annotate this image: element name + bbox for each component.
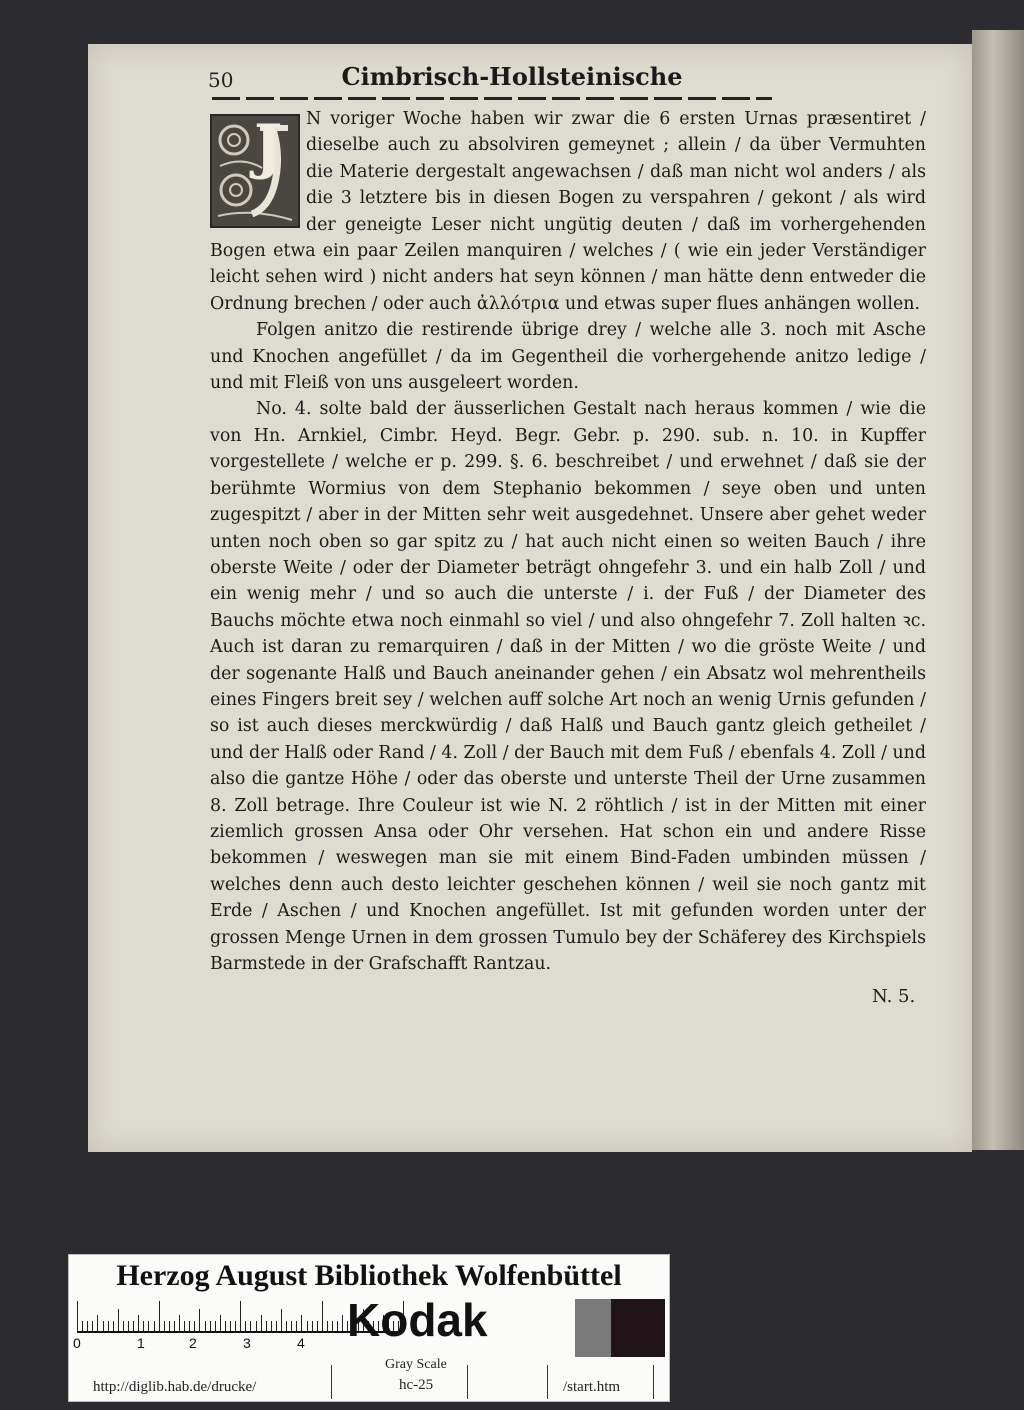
ruler-tick <box>154 1321 155 1331</box>
divider <box>331 1365 332 1399</box>
ruler-tick <box>159 1301 160 1331</box>
ruler-tick <box>266 1321 267 1331</box>
ruler-number: 0 <box>73 1335 81 1351</box>
ruler-tick <box>250 1321 251 1331</box>
ruler-tick <box>103 1321 104 1331</box>
ruler-tick <box>148 1321 149 1331</box>
library-label <box>68 1254 670 1402</box>
divider <box>547 1365 548 1399</box>
ruler-number: 2 <box>189 1335 197 1351</box>
ruler-tick <box>337 1321 338 1331</box>
paragraph-intro: N voriger Woche haben wir zwar die 6 ersten Urnas præsentiret / dieselbe auch zu absolviren gemeynet ; allein / da über Vermuhten die Materie dergestalt angewachsen / daß man nicht wol anders / als die 3 letztere bis in diesen Bogen zu verspahren / gekont / als wird der geneigte Leser nicht ungütig deuten / daß im vorhergehenden Bogen etwa ein paar Zeilen manquiren / welches / ( wie ein jeder Verständiger leicht sehen wird ) nicht anders hat seyn können / man hätte denn entweder die Ordnung brechen / oder auch ἀλλότρια und etwas super flues anhängen wollen. <box>210 109 926 314</box>
ruler-tick <box>133 1321 134 1331</box>
ruler-tick <box>205 1321 206 1331</box>
library-name: Herzog August Bibliothek Wolfenbüttel <box>116 1259 622 1292</box>
header-rule <box>212 97 772 100</box>
ruler-tick <box>189 1321 190 1331</box>
ruler-tick <box>271 1321 272 1331</box>
ruler-tick <box>123 1321 124 1331</box>
ruler-tick <box>138 1315 139 1331</box>
kodak-logo: Kodak <box>347 1294 488 1346</box>
catchword: N. 5. <box>872 986 916 1007</box>
gray-patch-dark <box>611 1299 665 1357</box>
ruler-tick <box>118 1309 119 1331</box>
ruler-tick <box>199 1309 200 1331</box>
ruler-tick <box>169 1321 170 1331</box>
paragraph-urn-no4: No. 4. solte bald der äusserlichen Gestalt nach heraus kommen / wie die von Hn. Arnkiel, Cimbr. Heyd. Begr. Gebr. p. 290. sub. n. 10. in Kupffer vorgestellete / welche er p. 299. §. 6. beschreibet / und erwehnet / daß sie der berühmte Wormius von dem Stephanio bekommen / seye oben und unten zugespitzt / aber in der Mitten sehr weit ausgedehnet. Unsere aber gehet weder unten noch oben so gar spitz zu / hat auch nicht einen so weiten Bauch / ihre oberste Weite / oder der Diameter beträgt ohngefehr 3. und ein halb Zoll / und ein wenig mehr / und so auch die unterste / i. der Fuß / der Diameter des Bauchs möchte etwa noch einmahl so viel / und also ohngefehr 7. Zoll halten ꝛc. Auch ist daran zu remarquiren / daß in der Mitten / wo die gröste Weite / und der sogenante Halß und Bauch aneinander gehen / ein Absatz wol mehrentheils eines Fingers breit sey / welchen auff solche Art noch an wenig Urnis gefunden / so ist auch dieses merckwürdig / daß Halß und Bauch gantz gleich getheilet / und der Halß oder Rand / 4. Zoll / der Bauch mit dem Fuß / ebenfals 4. Zoll / und also die gantze Höhe / oder das oberste und unterste Theil der Urne zusammen 8. Zoll betrage. Ihre Couleur ist wie N. 2 röhtlich / ist in der Mitten mit einer ziemlich grossen Ansa oder Ohr versehen. Hat schon ein und andere Risse bekommen / weswegen man sie mit einem Bind-Faden umbinden müssen / welches denn auch desto leichter geschehen können / weil sie noch gantz mit Erde / Aschen / und Knochen angefüllet. Ist mit gefunden worden unter der grossen Menge Urnen in dem grossen Tumulo bey der Schäferey des Kirchspiels Barmstede in der Grafschafft Rantzau. <box>210 399 926 974</box>
ruler-tick <box>322 1301 323 1331</box>
ruler-tick <box>97 1315 98 1331</box>
ruler-tick <box>143 1321 144 1331</box>
page-body <box>210 106 926 977</box>
ruler-tick <box>332 1321 333 1331</box>
divider <box>653 1365 654 1399</box>
gray-patch-mid <box>575 1299 611 1357</box>
gray-scale-label: Gray Scale <box>385 1357 447 1372</box>
ruler-tick <box>194 1321 195 1331</box>
ruler-tick <box>317 1321 318 1331</box>
initial-letter: J <box>254 112 283 182</box>
decorated-initial <box>210 106 306 224</box>
ruler-tick <box>245 1321 246 1331</box>
ruler-tick <box>240 1301 241 1331</box>
ruler-tick <box>210 1321 211 1331</box>
ruler-tick <box>92 1321 93 1331</box>
page-number: 50 <box>208 68 234 92</box>
ruler-tick <box>276 1321 277 1331</box>
ruler-tick <box>87 1321 88 1331</box>
ruler-tick <box>113 1321 114 1331</box>
initial-letter-ornament <box>210 114 300 228</box>
ruler-tick <box>327 1321 328 1331</box>
ruler-tick <box>82 1321 83 1331</box>
running-head: Cimbrisch-Hollsteinische <box>341 62 683 91</box>
shelf-code: hc-25 <box>399 1377 434 1393</box>
ruler-tick <box>342 1315 343 1331</box>
ruler-tick <box>230 1321 231 1331</box>
ruler-tick <box>235 1321 236 1331</box>
ruler-number: 3 <box>243 1335 251 1351</box>
url-left: http://diglib.hab.de/drucke/ <box>93 1379 257 1395</box>
ruler-tick <box>301 1315 302 1331</box>
ruler-tick <box>291 1321 292 1331</box>
ruler-tick <box>215 1321 216 1331</box>
ruler-tick <box>174 1321 175 1331</box>
paragraph-remaining-urns: Folgen anitzo die restirende übrige drey / welche alle 3. noch mit Asche und Knochen angefüllet / da im Gegentheil die vorhergehende anitzo ledige / und mit Fleiß von uns ausgeleert worden. <box>210 320 926 394</box>
ruler-tick <box>312 1321 313 1331</box>
ruler-tick <box>261 1315 262 1331</box>
ruler-tick <box>225 1321 226 1331</box>
ruler-tick <box>307 1321 308 1331</box>
ruler-tick <box>296 1321 297 1331</box>
ruler-tick <box>286 1321 287 1331</box>
ruler-tick <box>128 1321 129 1331</box>
url-right: /start.htm <box>563 1379 621 1395</box>
ruler-tick <box>108 1321 109 1331</box>
ruler-tick <box>220 1315 221 1331</box>
ruler-number: 1 <box>137 1335 145 1351</box>
ruler-tick <box>281 1309 282 1331</box>
ruler-tick <box>164 1321 165 1331</box>
ruler-tick <box>256 1321 257 1331</box>
ruler-tick <box>184 1321 185 1331</box>
adjacent-page-edge <box>972 30 1024 1150</box>
ruler-tick <box>77 1301 78 1331</box>
divider <box>467 1365 468 1399</box>
ruler-tick <box>179 1315 180 1331</box>
ruler-number: 4 <box>297 1335 305 1351</box>
